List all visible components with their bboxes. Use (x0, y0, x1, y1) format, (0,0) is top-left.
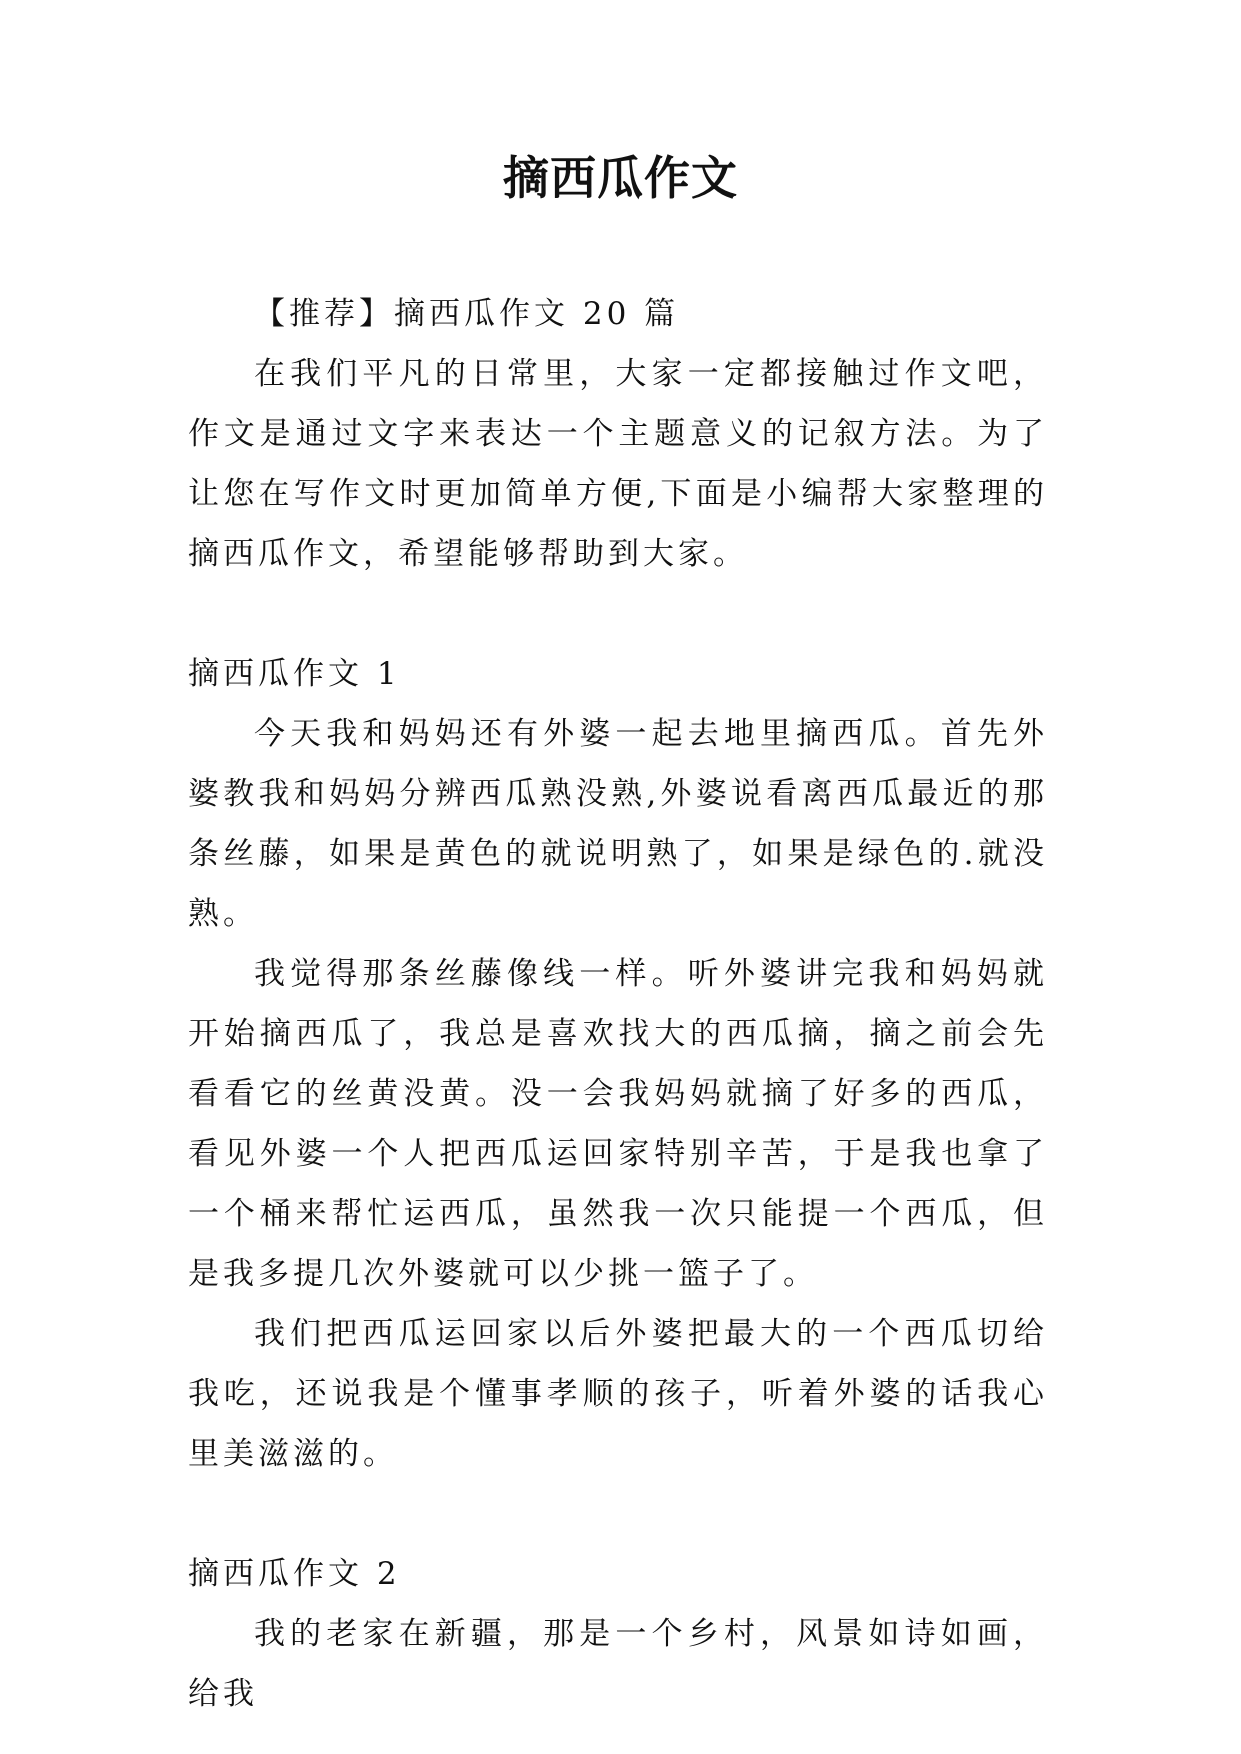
document-title: 摘西瓜作文 (503, 151, 738, 205)
intro-paragraph: 在我们平凡的日常里，大家一定都接触过作文吧，作文是通过文字来表达一个主题意义的记叙方法。为了让您在写作文时更加简单方便,下面是小编帮大家整理的摘西瓜作文，希望能够帮助到大家。 (188, 356, 1048, 572)
section-spacer (188, 1484, 1048, 1544)
section-1-paragraph-3: 我们把西瓜运回家以后外婆把最大的一个西瓜切给我吃，还说我是个懂事孝顺的孩子，听着外婆的话我心里美滋滋的。 (188, 1316, 1048, 1472)
section-heading-1: 摘西瓜作文 1 (188, 656, 401, 692)
intro-subtitle: 【推荐】摘西瓜作文 20 篇 (254, 296, 680, 332)
section-spacer (188, 584, 1048, 644)
section-1-paragraph-2: 我觉得那条丝藤像线一样。听外婆讲完我和妈妈就开始摘西瓜了，我总是喜欢找大的西瓜摘，摘之前会先看看它的丝黄没黄。没一会我妈妈就摘了好多的西瓜，看见外婆一个人把西瓜运回家特别辛苦，于是我也拿了一个桶来帮忙运西瓜，虽然我一次只能提一个西瓜，但是我多提几次外婆就可以少挑一篮子了。 (188, 956, 1048, 1292)
section-heading-2: 摘西瓜作文 2 (188, 1556, 401, 1592)
section-2-paragraph-1: 我的老家在新疆，那是一个乡村，风景如诗如画，给我 (188, 1616, 1048, 1712)
section-1-paragraph-1: 今天我和妈妈还有外婆一起去地里摘西瓜。首先外婆教我和妈妈分辨西瓜熟没熟,外婆说看离西瓜最近的那条丝藤，如果是黄色的就说明熟了，如果是绿色的.就没熟。 (188, 716, 1048, 932)
document-body (188, 284, 1048, 1724)
